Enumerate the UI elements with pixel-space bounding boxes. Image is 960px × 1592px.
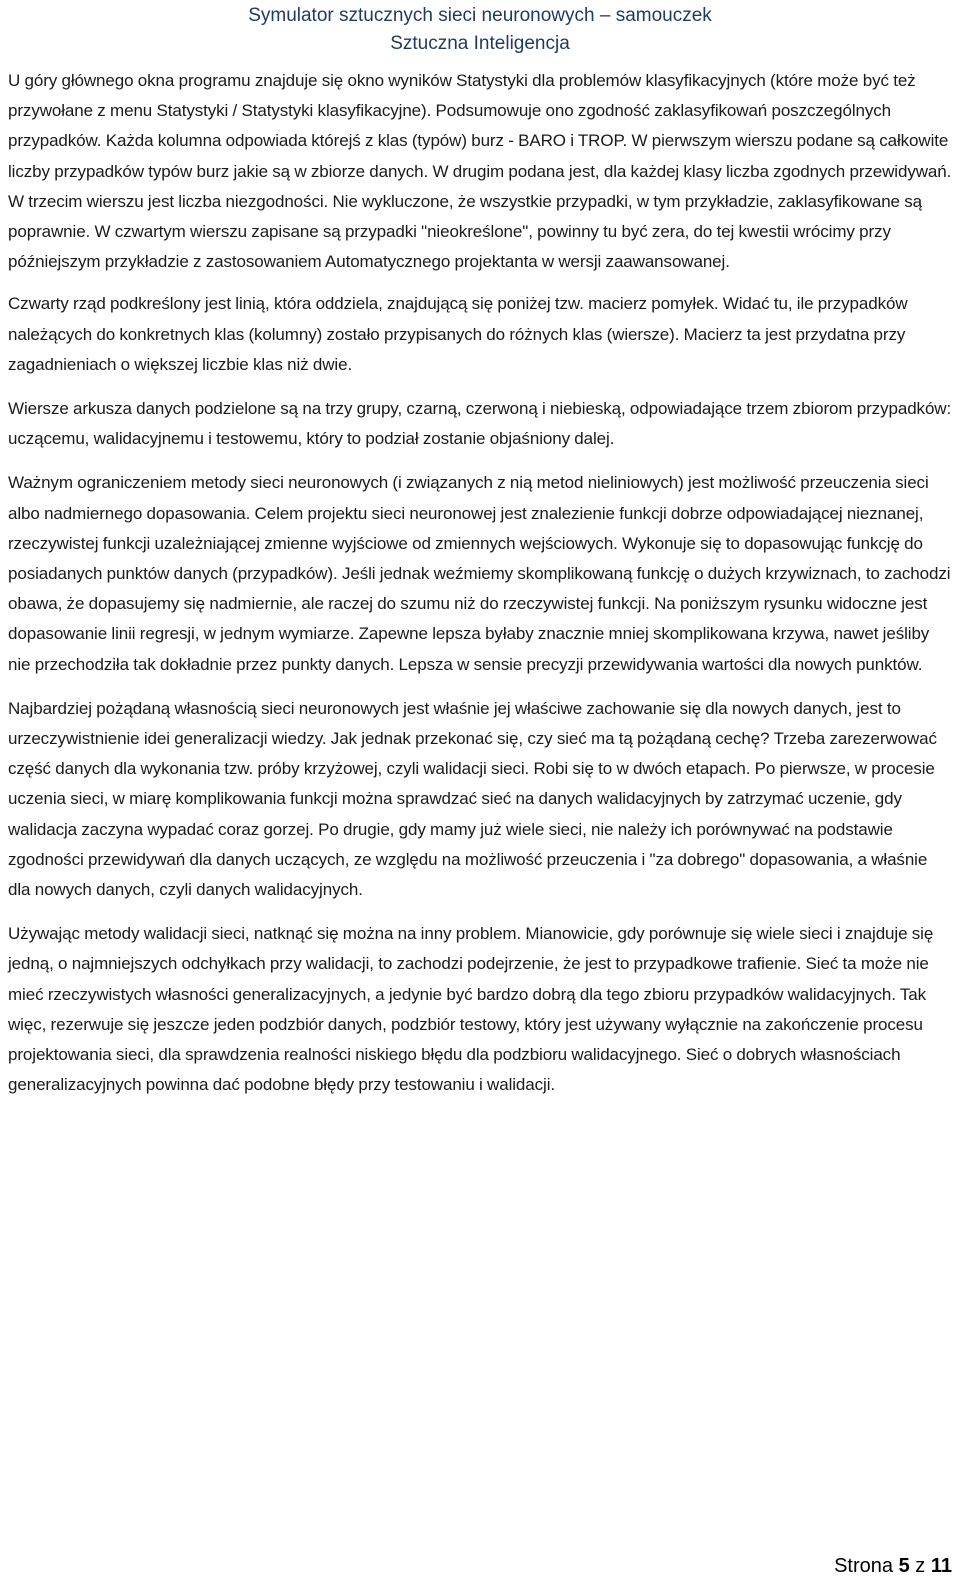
paragraph-statistics: U góry głównego okna programu znajduje się okno wyników Statystyki dla problemów klasyfikacyjnych (które może być też przywołane z menu Statystyki / Statystyki klasyfikacyjne). Podsumowuje ono zgodność zaklasyfikowań poszczególnych przypadków. Każda kolumna odpowiada którejś z klas (typów) burz - BARO i TROP. W pierwszym wierszu podane są całkowite liczby przypadków typów burz jakie są w zbiorze danych. W drugim podana jest, dla każdej klasy liczba zgodnych przewidywań. W trzecim wierszu jest liczba niezgodności. Nie wykluczone, że wszystkie przypadki, w tym przykładzie, zaklasyfikowane są poprawnie. W czwartym wierszu zapisane są przypadki "nieokreślone", powinny tu być zera, do tej kwestii wrócimy przy późniejszym przykładzie z zastosowaniem Automatycznego projektanta w wersji zaawansowanej.: [8, 71, 952, 272]
header-subtitle: Sztuczna Inteligencja: [390, 33, 570, 54]
paragraph-test-set: Używając metody walidacji sieci, natknąć się można na inny problem. Mianowicie, gdy porównuje się wiele sieci i znajduje się jedną, o najmniejszych odchyłkach przy walidacji, to zachodzi podejrzenie, że jest to przypadkowe trafienie. Sieć ta może nie mieć rzeczywistych własności generalizacyjnych, a jedynie być bardzo dobrą dla tego zbioru przypadków walidacyjnych. Tak więc, rezerwuje się jeszcze jeden podzbiór danych, podzbiór testowy, który jest używany wyłącznie na zakończenie procesu projektowania sieci, dla sprawdzenia realności niskiego błędu dla podzbioru walidacyjnego. Sieć o dobrych własnościach generalizacyjnych powinna dać podobne błędy przy testowaniu i walidacji.: [8, 924, 934, 1095]
paragraph-data-groups: Wiersze arkusza danych podzielone są na trzy grupy, czarną, czerwoną i niebieską, odpowiadające trzem zbiorom przypadków: uczącemu, walidacyjnemu i testowemu, który to podział zostanie objaśniony dalej.: [8, 399, 952, 449]
paragraph-confusion-matrix: Czwarty rząd podkreślony jest linią, która oddziela, znajdującą się poniżej tzw. macierz pomyłek. Widać tu, ile przypadków należących do konkretnych klas (kolumny) zostało przypisanych do różnych klas (wiersze). Macierz ta jest przydatna przy zagadnieniach o większej liczbie klas niż dwie.: [8, 294, 908, 374]
page-of: z: [915, 1555, 926, 1577]
page-header: [0, 2, 960, 58]
total-pages: 11: [930, 1555, 952, 1577]
page-prefix: Strona: [834, 1555, 894, 1577]
paragraph-generalization: Najbardziej pożądaną własnością sieci neuronowych jest właśnie jej właściwe zachowanie się dla nowych danych, jest to urzeczywistnienie idei generalizacji wiedzy. Jak jednak przekonać się, czy sieć ma tą pożądaną cechę? Trzeba zarezerwować część danych dla wykonania tzw. próby krzyżowej, czyli walidacji sieci. Robi się to w dwóch etapach. Po pierwsze, w procesie uczenia sieci, w miarę komplikowania funkcji można sprawdzać sieć na danych walidacyjnych by zatrzymać uczenie, gdy walidacja zaczyna wypadać coraz gorzej. Po drugie, gdy mamy już wiele sieci, nie należy ich porównywać na podstawie zgodności przewidywań dla danych uczących, ze względu na możliwość przeuczenia i "za dobrego" dopasowania, a właśnie dla nowych danych, czyli danych walidacyjnych.: [8, 698, 937, 900]
current-page: 5: [898, 1555, 910, 1577]
header-title: Symulator sztucznych sieci neuronowych – samouczek: [248, 5, 712, 26]
document-body: [8, 66, 953, 1101]
page-number: [834, 1555, 952, 1578]
paragraph-overfitting: Ważnym ograniczeniem metody sieci neuronowych (i związanych z nią metod nieliniowych) jest możliwość przeuczenia sieci albo nadmiernego dopasowania. Celem projektu sieci neuronowej jest znalezienie funkcji dobrze odpowiadającej nieznanej, rzeczywistej funkcji uzależniającej zmienne wyjściowe od zmiennych wejściowych. Wykonuje się to dopasowując funkcję do posiadanych punktów danych (przypadków). Jeśli jednak weźmiemy skomplikowaną funkcję o dużych krzywiznach, to zachodzi obawa, że dopasujemy się nadmiernie, ale raczej do szumu niż do rzeczywistej funkcji. Na poniższym rysunku widoczne jest dopasowanie linii regresji, w jednym wymiarze. Zapewne lepsza byłaby znacznie mniej skomplikowana krzywa, nawet jeśliby nie przechodziła tak dokładnie przez punkty danych. Lepsza w sensie precyzji przewidywania wartości dla nowych punktów.: [8, 473, 951, 674]
